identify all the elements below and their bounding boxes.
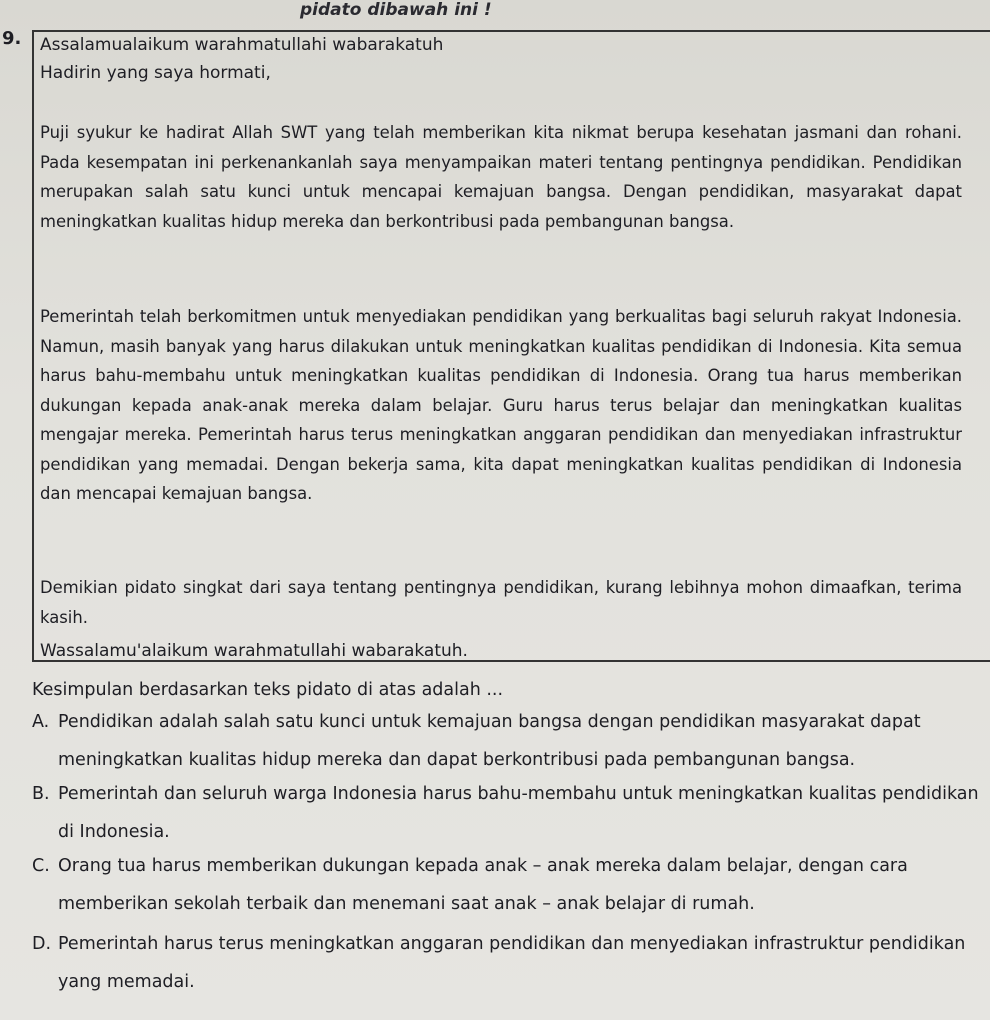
option-text: Orang tua harus memberikan dukungan kepada anak – anak mereka dalam belajar, dengan cara memberikan sekolah terbaik dan menemani saat anak – anak belajar di rumah.: [58, 856, 908, 914]
speech-salutation: Hadirin yang saya hormati,: [40, 63, 271, 83]
option-letter: B.: [32, 784, 50, 804]
option-letter: A.: [32, 712, 50, 732]
question-text: Kesimpulan berdasarkan teks pidato di atas adalah ...: [32, 680, 504, 700]
speech-paragraph-3: Demikian pidato singkat dari saya tentang pentingnya pendidikan, kurang lebihnya mohon dimaafkan, terima kasih.: [40, 578, 962, 627]
option-text: Pemerintah dan seluruh warga Indonesia harus bahu-membahu untuk meningkatkan kualitas pendidikan di Indonesia.: [58, 784, 979, 842]
speech-closing: Wassalamu'alaikum warahmatullahi wabarakatuh.: [40, 641, 468, 661]
option-text: Pemerintah harus terus meningkatkan anggaran pendidikan dan menyediakan infrastruktur pendidikan yang memadai.: [58, 934, 966, 992]
option-letter: D.: [32, 934, 52, 954]
question-number: 9.: [2, 28, 22, 49]
option-letter: C.: [32, 856, 50, 876]
section-heading: pidato dibawah ini !: [300, 0, 492, 20]
option-text: Pendidikan adalah salah satu kunci untuk kemajuan bangsa dengan pendidikan masyarakat dapat meningkatkan kualitas hidup mereka dan dapat berkontribusi pada pembangunan bangsa.: [58, 712, 921, 770]
speech-greeting: Assalamualaikum warahmatullahi wabarakatuh: [40, 35, 444, 55]
speech-paragraph-2: Pemerintah telah berkomitmen untuk menyediakan pendidikan yang berkualitas bagi seluruh rakyat Indonesia. Namun, masih banyak yang harus dilakukan untuk meningkatkan kualitas pendidikan di Indonesia. Kita semua harus bahu-membahu untuk meningkatkan kualitas pendidikan di Indonesia. Orang tua harus memberikan dukungan kepada anak-anak mereka dalam belajar. Guru harus terus belajar dan meningkatkan kualitas mengajar mereka. Pemerintah harus terus meningkatkan anggaran pendidikan dan menyediakan infrastruktur pendidikan yang memadai. Dengan bekerja sama, kita dapat meningkatkan kualitas pendidikan di Indonesia dan mencapai kemajuan bangsa.: [40, 307, 962, 503]
speech-paragraph-1: Puji syukur ke hadirat Allah SWT yang telah memberikan kita nikmat berupa kesehatan jasmani dan rohani. Pada kesempatan ini perkenankanlah saya menyampaikan materi tentang pentingnya pendidikan. Pendidikan merupakan salah satu kunci untuk mencapai kemajuan bangsa. Dengan pendidikan, masyarakat dapat meningkatkan kualitas hidup mereka dan berkontribusi pada pembangunan bangsa.: [40, 123, 962, 231]
